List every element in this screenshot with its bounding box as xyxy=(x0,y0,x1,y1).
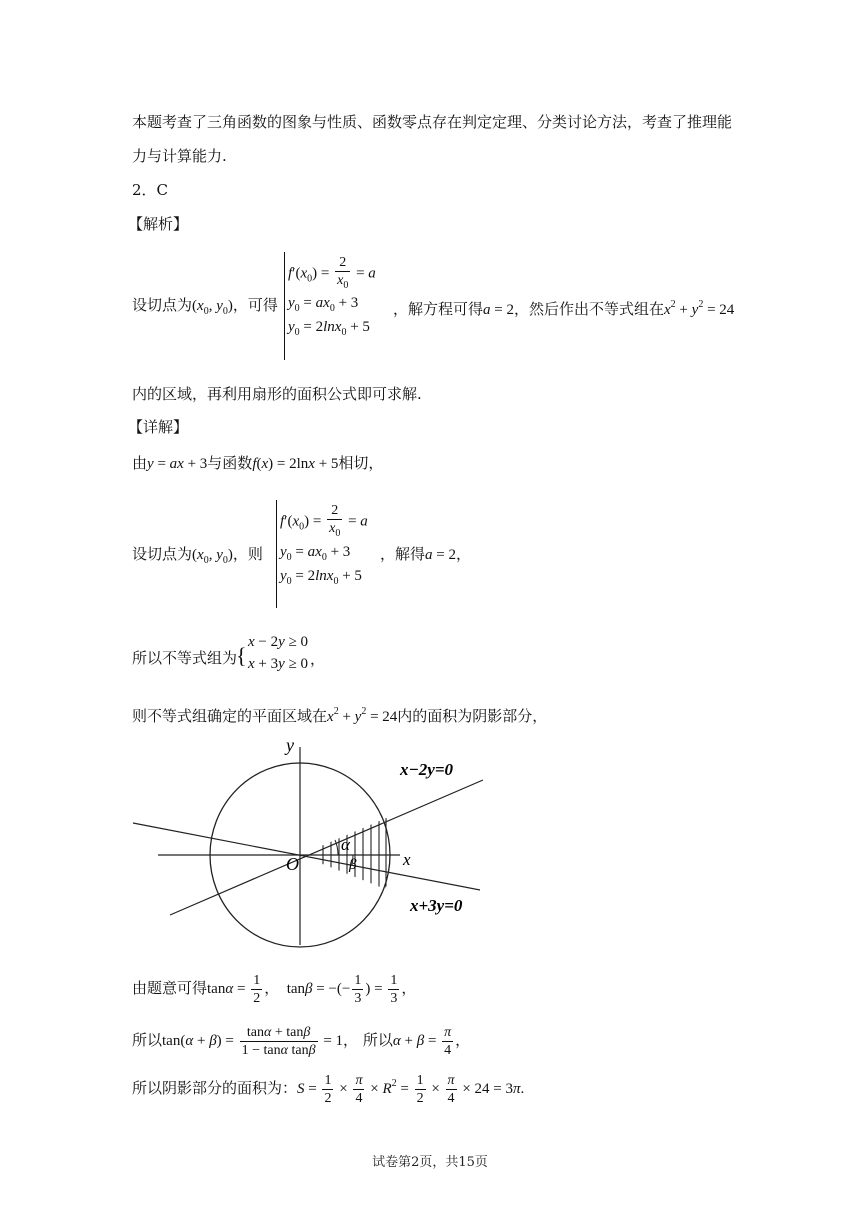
label-origin: O xyxy=(286,854,299,874)
answer-label: 2．C xyxy=(132,181,169,199)
detail-line2-post: ，解得a = 2， xyxy=(380,545,471,563)
ineq-comma: ， xyxy=(310,652,326,668)
detail-brace xyxy=(276,500,277,608)
label-alpha: α xyxy=(341,835,350,854)
area-line: 所以阴影部分的面积为：S = $\frac{1}{2}$ × $\frac{\pi}{4}$ × $R^2$ = $\frac{1}{2}$ × $\frac{\pi}{4}$ × 24 = 3π. xyxy=(132,1073,525,1106)
detail-line1: 由y = ax + 3与函数f(x) = 2lnx + 5相切， xyxy=(132,454,384,472)
detail-heading: 【详解】 xyxy=(128,418,189,436)
sum-line-b: 所以 xyxy=(362,1030,393,1049)
page-footer: 试卷第2页，共15页 xyxy=(372,1155,488,1170)
label-x: x xyxy=(403,850,411,869)
detail2-c: ，解得 xyxy=(380,545,426,563)
intro-text-line1: 本题考查了三角函数的图象与性质、函数零点存在判定定理、分类讨论方法，考查了推理能 xyxy=(132,113,733,131)
detail1-b: 与函数 xyxy=(207,454,253,472)
label-line2: x+3y=0 xyxy=(410,896,463,915)
sum-line-a: 所以 xyxy=(132,1030,163,1049)
line-x-plus-3y xyxy=(133,823,480,890)
detail-line2: 设切点为($x_0$, $y_0$)，则 xyxy=(132,545,263,566)
analysis-post2: ，然后作出不等式组在 xyxy=(513,300,664,318)
detail4-b: 内的面积为阴影部分， xyxy=(397,707,548,725)
detail1-a: 由 xyxy=(132,454,148,472)
line-x-minus-2y xyxy=(170,780,483,915)
analysis-text-line2: 内的区域，再利用扇形的面积公式即可求解. xyxy=(132,385,422,403)
area-line-text: 所以阴影部分的面积为： xyxy=(132,1078,298,1097)
detail4-a: 则不等式组确定的平面区域在 xyxy=(132,707,328,725)
detail2-b: ，则 xyxy=(232,545,263,563)
analysis-pre: 设切点为 xyxy=(132,296,193,314)
label-line1: x−2y=0 xyxy=(400,760,454,779)
sum-line: 所以tan(α + β) = $\frac{\tan\alpha + \tan\beta}{\text{1 − tanα tanβ}}$ = 1， 所以α + β = $\frac{\pi}{4}$ ， xyxy=(132,1025,471,1058)
detail3-text: 所以不等式组为 xyxy=(132,649,238,667)
label-y: y xyxy=(286,735,294,755)
tan-line: 由题意可得tanα = $\frac{1}{2}$ ， tanβ = −(− $\frac{1}{3}$ ) = $\frac{1}{3}$ ， xyxy=(132,973,417,1006)
detail1-c: 相切， xyxy=(338,454,384,472)
analysis-text: 设切点为($x_0$, $y_0$)，可得 xyxy=(132,296,278,317)
analysis-brace xyxy=(284,252,285,360)
analysis-heading: 【解析】 xyxy=(128,215,189,233)
tan-line-a: 由题意可得 xyxy=(132,978,208,997)
analysis-text-post: ，解方程可得a = 2，然后作出不等式组在$x^2 + y^2 = 24$ xyxy=(393,299,735,318)
detail-line3 xyxy=(132,648,237,668)
detail-line4: 则不等式组确定的平面区域在$x^2 + y^2 = 24$内的面积为阴影部分， xyxy=(132,706,548,725)
sector-figure xyxy=(128,735,500,960)
intro-text-line2: 力与计算能力. xyxy=(132,147,227,165)
detail2-a: 设切点为 xyxy=(132,545,193,563)
analysis-post: ，解方程可得 xyxy=(393,300,484,318)
analysis-mid: ，可得 xyxy=(232,296,278,314)
label-beta: β xyxy=(349,857,357,873)
ineq-brace: { xyxy=(236,643,247,668)
